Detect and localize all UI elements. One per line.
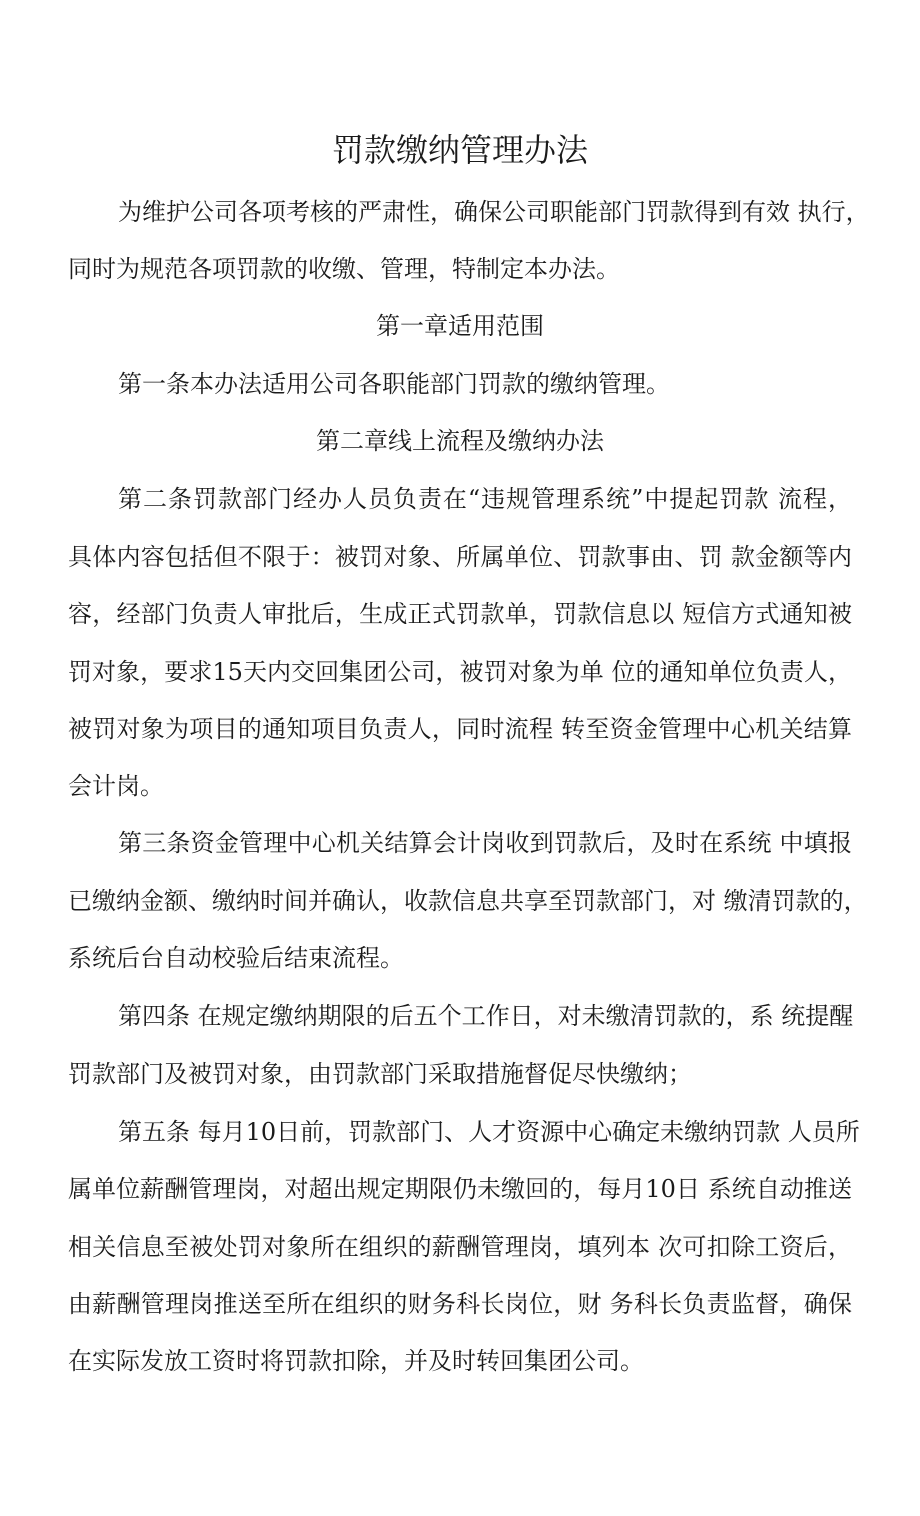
chapter-heading: 第二章线上流程及缴纳办法 (316, 427, 604, 455)
article-line: 罚对象，要求15天内交回集团公司，被罚对象为单 位的通知单位负责人， (68, 658, 852, 686)
article-line: 在实际发放工资时将罚款扣除，并及时转回集团公司。 (68, 1347, 644, 1375)
article-line: 罚款部门及被罚对象，由罚款部门采取措施督促尽快缴纳； (68, 1060, 692, 1088)
article-line: 容，经部门负责人审批后，生成正式罚款单，罚款信息以 短信方式通知被 (68, 600, 852, 628)
article-line: 被罚对象为项目的通知项目负责人，同时流程 转至资金管理中心机关结算 (68, 715, 852, 743)
chapter-heading: 第一章适用范围 (376, 312, 544, 340)
article-line: 第五条 每月10日前，罚款部门、人才资源中心确定未缴纳罚款 人员所 (118, 1118, 860, 1146)
article-line: 系统后台自动校验后结束流程。 (68, 944, 404, 972)
intro-line: 为维护公司各项考核的严肃性，确保公司职能部门罚款得到有效 执行， (118, 198, 870, 226)
article-line: 第一条本办法适用公司各职能部门罚款的缴纳管理。 (118, 370, 670, 398)
article-line: 已缴纳金额、缴纳时间并确认，收款信息共享至罚款部门，对 缴清罚款的， (68, 887, 868, 915)
article-line: 第四条 在规定缴纳期限的后五个工作日，对未缴清罚款的，系 统提醒 (118, 1002, 854, 1030)
article-line: 具体内容包括但不限于：被罚对象、所属单位、罚款事由、罚 款金额等内 (68, 543, 852, 571)
document-title: 罚款缴纳管理办法 (331, 131, 588, 169)
article-line: 由薪酬管理岗推送至所在组织的财务科长岗位，财 务科长负责监督，确保 (68, 1290, 852, 1318)
article-line: 第三条资金管理中心机关结算会计岗收到罚款后，及时在系统 中填报 (118, 829, 852, 857)
article-line: 第二条罚款部门经办人员负责在“违规管理系统”中提起罚款 流程， (118, 485, 852, 513)
article-line: 相关信息至被处罚对象所在组织的薪酬管理岗，填列本 次可扣除工资后， (68, 1233, 852, 1261)
article-line: 属单位薪酬管理岗，对超出规定期限仍未缴回的，每月10日 系统自动推送 (68, 1175, 852, 1203)
article-line: 会计岗。 (68, 772, 164, 800)
intro-line: 同时为规范各项罚款的收缴、管理，特制定本办法。 (68, 255, 620, 283)
